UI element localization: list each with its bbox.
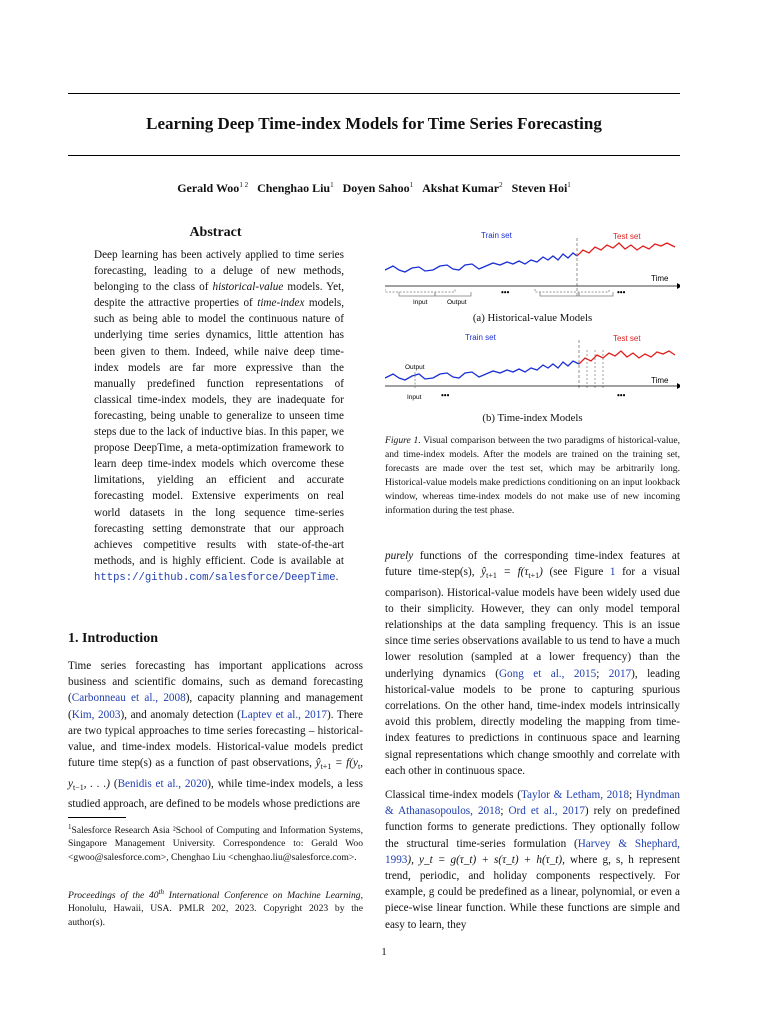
time-label-b: Time <box>651 376 669 385</box>
author-5: Steven Hoi$^1$ <box>511 181 571 195</box>
intro-paragraph: Time series forecasting has important applications across business and scientific domains, such as demand forecasting (Carbonneau et al., 2008), capacity planning and management (Kim, 2003), and anomaly detection (Laptev et al., 2017). There are two typical approaches to time series forecasting – historical-value, and time-index models. Historical-value models predict future time step(s) as a function of past observations, $ŷ_{t+1} = f(y_t$, $y_{t-1}$, . . .) (Benidis et al., 2020), while time-index models, a less studied approach, are defined to be models whose predictions are <box>68 660 364 811</box>
title-bottom-rule <box>68 155 680 156</box>
subcaption-a: (a) Historical-value Models <box>472 312 593 324</box>
figure-ref-link[interactable]: 1 <box>609 566 616 579</box>
input-label-a: Input <box>413 299 428 306</box>
citation-link[interactable]: Kim, 2003 <box>71 708 121 721</box>
footnote-separator <box>68 817 126 818</box>
citation-link[interactable]: Harvey & Shephard, 1993 <box>385 837 680 866</box>
author-2: Chenghao Liu$^1$ <box>257 181 334 195</box>
subcaption-b: (b) Time-index Models <box>482 412 583 424</box>
citation-link[interactable]: Laptev et al., 2017 <box>240 708 327 721</box>
ellipsis-b2: ••• <box>617 391 626 400</box>
time-axis-arrow-b <box>677 383 680 389</box>
section-heading-introduction: 1. Introduction <box>68 631 158 646</box>
test-set-label-a: Test set <box>613 232 641 241</box>
citation-link[interactable]: Ord et al., 2017 <box>508 805 585 818</box>
test-series-b <box>579 351 675 364</box>
train-set-label-b: Train set <box>465 333 496 342</box>
output-bracket-a <box>435 292 471 296</box>
author-4: Akshat Kumar$^2$ <box>422 181 503 195</box>
code-link[interactable]: https://github.com/salesforce/DeepTime <box>94 571 336 584</box>
abstract-body: Deep learning has been actively applied to time series forecasting, leading to a deluge of new methods, belonging to the class of historical-value models. Yet, despite the attractive properties of time-index models, such as being able to model the continuous nature of underlying time series dynamics, little attention has been given to them. Indeed, while naive deep time-index models are far more expressive than the manually predefined function representations of classical time-index models, they are inadequate for forecasting, being unable to generalize to unseen time steps due to the lack of inductive bias. In this paper, we propose DeepTime, a meta-optimization framework to learn deep time-index models which overcome these limitations, yielding an efficient and accurate forecasting model. Extensive experiments on real world datasets in the long sequence time-series forecasting setting demonstrate that our approach achieves competitive results with state-of-the-art methods, and is highly efficient. Code is available at https://github.com/salesforce/DeepTime. <box>94 249 344 584</box>
proceedings-note: Proceedings of the 40th International Conference on Machine Learning, Honolulu, Hawaii, USA. PMLR 202, 2023. Copyright 2023 by the author(s). <box>68 888 364 928</box>
author-list <box>68 181 680 196</box>
ellipsis-a1: ••• <box>501 288 510 297</box>
train-series-a <box>385 253 577 272</box>
ellipsis-b1: ••• <box>441 391 450 400</box>
figure-1 <box>385 226 680 432</box>
span-right-a <box>535 289 609 292</box>
citation-link[interactable]: 2017 <box>608 667 632 680</box>
figure-1-diagram <box>385 226 680 432</box>
input-bracket-a <box>399 292 435 296</box>
span-left-a <box>385 289 455 292</box>
author-1: Gerald Woo$^{1 2}$ <box>177 181 249 195</box>
input-bracket-a2 <box>540 292 579 296</box>
citation-link[interactable]: Gong et al., 2015 <box>498 667 597 680</box>
test-set-label-b: Test set <box>613 334 641 343</box>
time-label-a: Time <box>651 274 669 283</box>
input-label-b: Input <box>407 394 422 401</box>
citation-link[interactable]: Carbonneau et al., 2008 <box>71 692 186 705</box>
test-series-a <box>577 243 675 256</box>
body-paragraph-1: purely functions of the corresponding time-index features at future time-step(s), $ŷ_{t+1} = f(\tau_{t+1})$ (see Figure 1 for a visual comparison). Historical-value models have been widely used due to their simplicity. However, they can only model temporal relationships at the data sampling frequency. This is an issue since time series observations available to us tend to have a much lower resolution (sampled at a lower frequency) than the underlying dynamics (Gong et al., 2015; 2017), leading historical-value models to be prone to capturing spurious correlations. On the other hand, time-index models intrinsically avoid this problem, directly modeling the mapping from time-index features to predictions in continuous space and learning signal representations which change smoothly and correlate with each other in continuous space. <box>385 550 681 777</box>
top-rule <box>68 93 680 94</box>
affiliation-footnote: $^1$Salesforce Research Asia ²School of Computing and Information Systems, Singapore Management University. Correspondence to: Gerald Woo <gwoo@salesforce.com>, Chenghao Liu <chenghao.liu@salesforce.com>. <box>68 823 363 863</box>
figure-caption: Figure 1. Visual comparison between the two paradigms of historical-value, and time-index models. After the models are trained on the training set, forecasts are made over the test set, which may be arbitrarily long. Historical-value models make predictions conditioning on an input lookback window, whereas time-index models do not make use of new incoming information during the test phase. <box>385 435 680 517</box>
page-number: 1 <box>381 946 387 958</box>
output-bracket-a2 <box>579 292 613 296</box>
citation-link[interactable]: Benidis et al., 2020 <box>117 777 208 790</box>
citation-link[interactable]: Hyndman & Athanasopoulos, 2018 <box>385 789 680 818</box>
time-axis-arrow-a <box>677 283 680 289</box>
output-label-a: Output <box>447 299 467 306</box>
ellipsis-a2: ••• <box>617 288 626 297</box>
train-set-label-a: Train set <box>481 231 512 240</box>
author-3: Doyen Sahoo$^1$ <box>342 181 414 195</box>
abstract-heading: Abstract <box>189 225 242 240</box>
paper-title: Learning Deep Time-index Models for Time Series Forecasting <box>146 114 602 133</box>
body-paragraph-2: Classical time-index models (Taylor & Letham, 2018; Hyndman & Athanasopoulos, 2018; Ord et al., 2017) rely on predefined function forms to generate predictions. They optionally follow the structural time-series formulation (Harvey & Shephard, 1993), y_t = g(τ_t) + s(τ_t) + h(τ_t), where g, s, h represent trend, periodic, and holiday components respectively. For example, g could be predefined as a linear, polynomial, or even a piece-wise linear function. While these functions are simple and easy to learn, they <box>385 789 681 931</box>
output-label-b: Output <box>405 364 425 371</box>
citation-link[interactable]: Taylor & Letham, 2018 <box>520 789 630 801</box>
